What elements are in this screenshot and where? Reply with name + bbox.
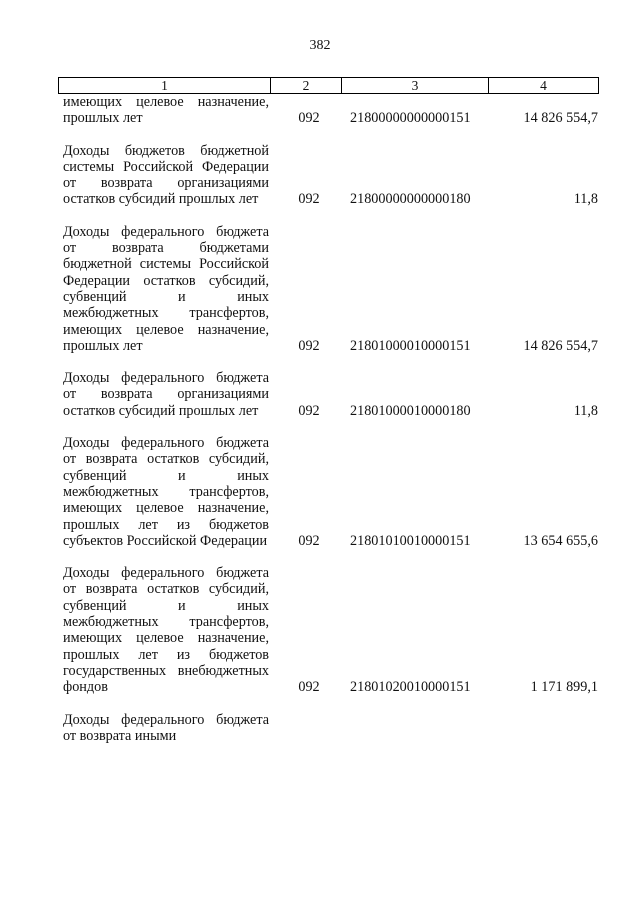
row-amount: 13 654 655,6 [523, 532, 598, 549]
table-row [58, 94, 598, 127]
row-description: Доходы федерального бюджета от возврата остатков субсидий, субвенций и иных межбюджетных трансфертов, имеющих целевое назначение, прошлых лет из бюджетов субъектов Российской Федерации [63, 435, 269, 549]
table-row [58, 565, 598, 695]
row-admin-code: 092 [298, 532, 320, 549]
row-admin-code: 092 [298, 337, 320, 354]
row-description: Доходы федерального бюджета от возврата бюджетами бюджетной системы Российской Федерации остатков субсидий, субвенций и иных межбюджетных трансфертов, имеющих целевое назначение, прошлых лет [63, 223, 269, 354]
row-amount: 1 171 899,1 [530, 679, 598, 696]
row-description: Доходы федерального бюджета от возврата остатков субсидий, субвенций и иных межбюджетных трансфертов, имеющих целевое назначение, прошлых лет из бюджетов государственных внебюджетных фондов [63, 565, 269, 696]
page-number: 382 [309, 38, 331, 53]
row-budget-code: 21800000000000151 [350, 110, 471, 127]
column-header-1: 1 [59, 78, 271, 94]
row-budget-code: 21801000010000151 [350, 337, 471, 354]
row-admin-code: 092 [298, 679, 320, 696]
table-row [58, 143, 598, 208]
table-body [58, 94, 598, 760]
row-budget-code: 21801020010000151 [350, 679, 471, 696]
row-description: Доходы федерального бюджета от возврата иными [63, 711, 269, 744]
table-row [58, 224, 598, 354]
row-admin-code: 092 [298, 402, 320, 419]
row-description: Доходы бюджетов бюджетной системы Российской Федерации от возврата организациями остатков субсидий прошлых лет [63, 142, 269, 208]
row-description: Доходы федерального бюджета от возврата организациями остатков субсидий прошлых лет [63, 370, 269, 419]
row-amount: 11,8 [573, 191, 598, 208]
column-header-3: 3 [342, 78, 489, 94]
row-budget-code: 21801000010000180 [350, 402, 471, 419]
row-amount: 14 826 554,7 [523, 337, 598, 354]
table-row [58, 435, 598, 549]
column-header-2: 2 [271, 78, 342, 94]
row-admin-code: 092 [298, 191, 320, 208]
column-header-4: 4 [489, 78, 599, 94]
row-admin-code: 092 [298, 110, 320, 127]
row-description: имеющих целевое назначение, прошлых лет [63, 94, 269, 127]
row-amount: 14 826 554,7 [523, 110, 598, 127]
row-amount: 11,8 [573, 402, 598, 419]
column-header-row [58, 77, 599, 94]
table-row [58, 712, 598, 745]
row-budget-code: 21800000000000180 [350, 191, 471, 208]
row-budget-code: 21801010010000151 [350, 532, 471, 549]
table-row [58, 370, 598, 419]
